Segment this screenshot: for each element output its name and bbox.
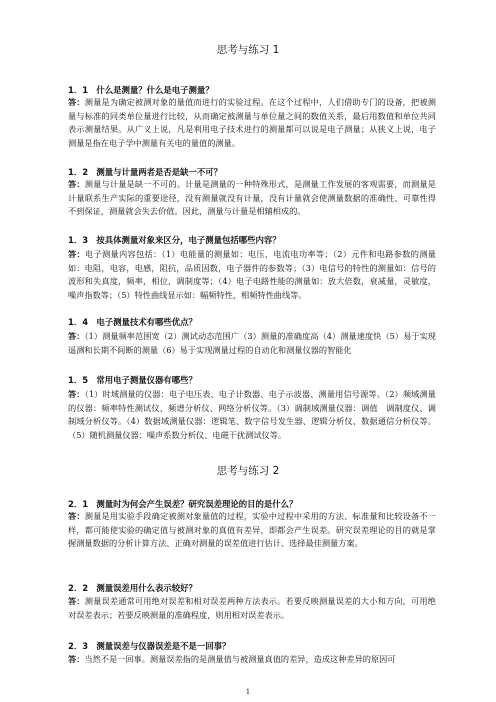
answer-2-3 — [68, 653, 436, 667]
answer-label: 答： — [68, 654, 85, 664]
section-title-1: 思考与练习 1 — [216, 44, 280, 56]
answer-label: 答： — [68, 179, 85, 189]
question-2-1: 2．1 测量时为何会产生误差？研究误差理论的目的是什么？ — [68, 499, 298, 509]
answer-text: （1）时域测量的仪器：电子电压表、电子计数器、电子示波器、测量用信号源等。（2）频域测量的仪器：频率特性测试仪、频谱分析仪、网络分析仪等。（3）调制域测量仪器：调值 调制度仪、调制域分析仪等。（4）数据域测量仪器：逻辑笔、数字信号发生器、逻辑分析仪、数据通信分析仪等。（5）随机测量仪器：噪声系数分析仪、电磁干扰测试仪等。 — [68, 389, 436, 440]
answer-1-3 — [68, 248, 436, 302]
answer-text: 测量是用实验手段确定被测对象量值的过程，实验中过程中采用的方法、标准量和比较设备不一样，都可能使实验的确定值与被测对象的真值有差异，即都会产生误差。研究误差理论的目的就是掌握测量数据的分析计算方法、正确对测量的误差值进行估计、选择最佳测量方案。 — [68, 511, 436, 548]
answer-1-5 — [68, 388, 436, 442]
answer-text: 测量误差通常可用绝对误差和相对误差两种方法表示。若要反映测量误差的大小和方向，可用绝对误差表示；若要反映测量的准确程度，则用相对误差表示。 — [68, 596, 436, 620]
answer-2-2 — [68, 595, 436, 622]
answer-1-4 — [68, 330, 436, 357]
answer-label: 答： — [68, 97, 85, 107]
answer-1-1 — [68, 96, 436, 150]
page-number: 1 — [245, 688, 251, 696]
answer-label: 答： — [68, 249, 85, 259]
answer-label: 答： — [68, 331, 85, 341]
question-1-5: 1．5 常用电子测量仪器有哪些？ — [68, 375, 197, 385]
question-1-2: 1．2 测量与计量两者是否是缺一不可？ — [68, 167, 223, 177]
answer-2-1 — [68, 510, 436, 551]
answer-label: 答： — [68, 389, 85, 399]
question-1-3: 1．3 按具体测量对象来区分，电子测量包括哪些内容？ — [68, 235, 281, 245]
answer-text: （1）测量频率范围宽（2）测试动态范围广（3）测量的准确度高（4）测量速度快（5）易于实现遥测和长期不间断的测量（6）易于实现测量过程的自动化和测量仪器的智能化 — [68, 331, 436, 355]
question-2-2: 2．2 测量误差用什么表示较好？ — [68, 583, 197, 593]
question-2-3: 2．3 测量误差与仪器误差是不是一回事？ — [68, 641, 231, 651]
answer-label: 答： — [68, 596, 85, 606]
answer-text: 电子测量内容包括：（1）电能量的测量如：电压，电流电功率等；（2）元件和电路参数的测量如：电阻，电容，电感，阻抗，品质因数，电子器件的参数等；（3）电信号的特性的测量如：信号的波形和失真度，频率，相位，调制度等；（4）电子电路性能的测量如：放大倍数，衰减量，灵敏度，噪声指数等；（5）特性曲线显示如：幅频特性，相频特性曲线等。 — [68, 249, 436, 300]
answer-text: 当然不是一回事。测量误差指的是测量值与被测量真值的差异，造成这种差异的原因可 — [84, 654, 396, 664]
answer-text: 测量与计量是缺一不可的。计量是测量的一种特殊形式，是测量工作发展的客观需要，而测量是计量联系生产实际的重要途径，没有测量就没有计量，没有计量就会使测量数据的准确性、可靠性得不到保证，测量就会失去价值。因此，测量与计量是相辅相成的。 — [68, 179, 436, 216]
answer-1-2 — [68, 178, 436, 219]
question-1-1: 1．1 什么是测量？什么是电子测量？ — [68, 85, 214, 95]
question-1-4: 1．4 电子测量技术有哪些优点？ — [68, 317, 197, 327]
section-title-2: 思考与练习 2 — [216, 465, 280, 477]
answer-label: 答： — [68, 511, 85, 521]
answer-text: 测量是为确定被测对象的量值而进行的实验过程。在这个过程中，人们借助专门的设备，把被测量与标准的同类单位量进行比较，从而确定被测量与单位量之间的数值关系，最后用数值和单位共同表示测量结果。从广义上说，凡是利用电子技术进行的测量都可以说是电子测量；从狭义上说，电子测量是指在电子学中测量有关电的量值的测量。 — [68, 97, 436, 148]
